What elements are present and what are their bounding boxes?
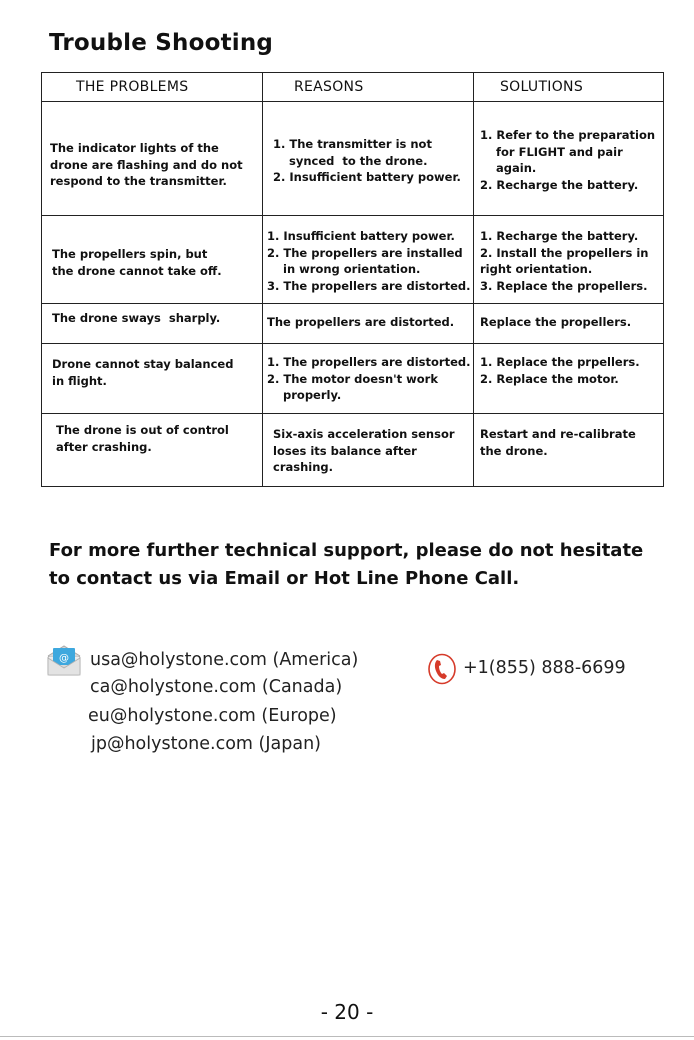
solution-cell: Restart and re-calibrate the drone. (474, 414, 664, 487)
solution-cell: 1. Refer to the preparation for FLIGHT and pair again. 2. Recharge the battery. (474, 102, 664, 216)
problem-cell: The drone is out of control after crashing. (42, 414, 263, 487)
table-row (42, 216, 664, 304)
solution-cell: 1. Replace the prpellers. 2. Replace the motor. (474, 344, 664, 414)
problem-cell: Drone cannot stay balanced in flight. (42, 344, 263, 414)
support-text: For more further technical support, please do not hesitate to contact us via Email or Hot Line Phone Call. (49, 540, 644, 589)
reason-cell: 1. Insufficient battery power. 2. The propellers are installed in wrong orientation. 3. The propellers are distorted. (263, 216, 474, 304)
reason-cell: 1. The propellers are distorted. 2. The motor doesn't work properly. (263, 344, 474, 414)
email-america[interactable]: usa@holystone.com (America) (90, 650, 359, 670)
page-title: Trouble Shooting (49, 30, 274, 56)
reason-cell: Six-axis acceleration sensor loses its balance after crashing. (263, 414, 474, 487)
table-header-row (42, 73, 664, 102)
phone-handset-icon (427, 653, 457, 685)
problem-cell: The propellers spin, but the drone cannot take off. (42, 216, 263, 304)
svg-text:@: @ (59, 653, 69, 664)
email-canada[interactable]: ca@holystone.com (Canada) (90, 677, 343, 697)
troubleshooting-table (41, 72, 664, 487)
email-europe[interactable]: eu@holystone.com (Europe) (88, 706, 337, 726)
email-envelope-icon (46, 645, 82, 677)
table-row (42, 304, 664, 344)
table-row (42, 102, 664, 216)
hotline-phone-number[interactable]: +1(855) 888-6699 (463, 658, 626, 678)
solution-cell: 1. Recharge the battery. 2. Install the propellers in right orientation. 3. Replace the propellers. (474, 216, 664, 304)
bottom-divider (0, 1036, 694, 1037)
header-problems: THE PROBLEMS (42, 73, 263, 102)
page-number: - 20 - (320, 1000, 374, 1024)
header-reasons: REASONS (263, 73, 474, 102)
problem-cell: The drone sways sharply. (42, 304, 263, 344)
table-row (42, 344, 664, 414)
table-row (42, 414, 664, 487)
reason-cell: The propellers are distorted. (263, 304, 474, 344)
solution-cell: Replace the propellers. (474, 304, 664, 344)
email-japan[interactable]: jp@holystone.com (Japan) (91, 734, 321, 754)
problem-cell: The indicator lights of the drone are flashing and do not respond to the transmitter. (42, 102, 263, 216)
reason-cell: 1. The transmitter is not synced to the drone. 2. Insufficient battery power. (263, 102, 474, 216)
header-solutions: SOLUTIONS (474, 73, 664, 102)
